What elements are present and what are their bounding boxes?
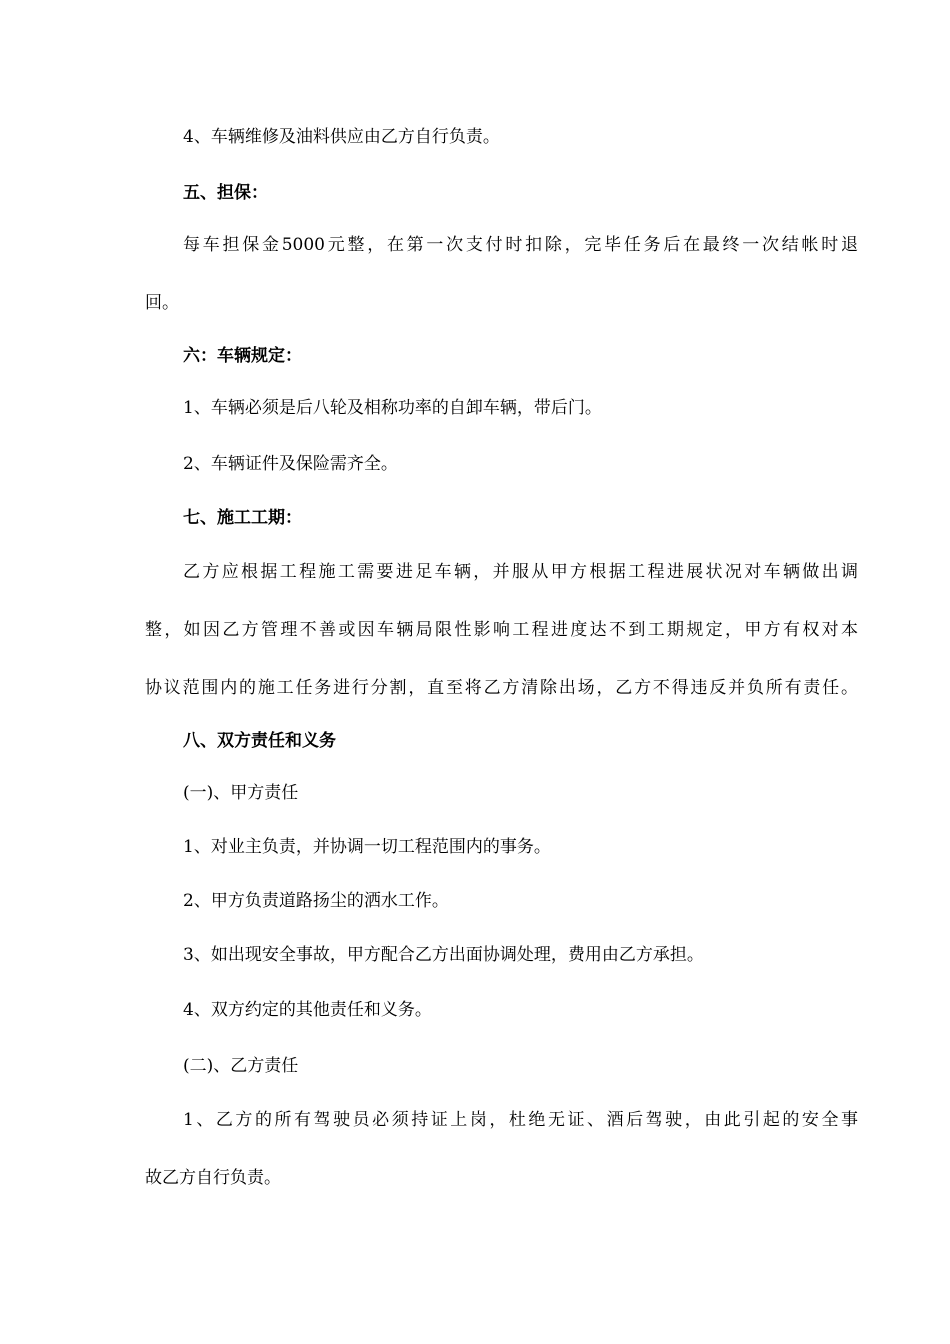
paragraph-line: 2、车辆证件及保险需齐全。 [183, 454, 398, 474]
subsection-heading-party-b: (二)、乙方责任 [183, 1056, 299, 1076]
paragraph-line: 故乙方自行负责。 [145, 1168, 281, 1188]
section-heading-responsibilities: 八、双方责任和义务 [183, 731, 336, 751]
paragraph-line: 1、乙方的所有驾驶员必须持证上岗，杜绝无证、酒后驾驶，由此引起的安全事 [183, 1110, 858, 1130]
paragraph-line: 协议范围内的施工任务进行分割，直至将乙方清除出场，乙方不得违反并负所有责任。 [145, 678, 858, 698]
paragraph-line: 回。 [145, 293, 179, 313]
paragraph-line: 4、双方约定的其他责任和义务。 [183, 1000, 432, 1020]
paragraph-line: 乙方应根据工程施工需要进足车辆，并服从甲方根据工程进展状况对车辆做出调 [183, 562, 858, 582]
paragraph-line: 3、如出现安全事故，甲方配合乙方出面协调处理，费用由乙方承担。 [183, 945, 704, 965]
paragraph-line: 1、车辆必须是后八轮及相称功率的自卸车辆，带后门。 [183, 398, 602, 418]
paragraph-line: 每车担保金5000元整，在第一次支付时扣除，完毕任务后在最终一次结帐时退 [183, 235, 858, 255]
section-heading-schedule: 七、施工工期： [183, 508, 302, 528]
section-heading-vehicle-rules: 六：车辆规定： [183, 346, 302, 366]
paragraph-line: 2、甲方负责道路扬尘的洒水工作。 [183, 891, 449, 911]
paragraph-line: 1、对业主负责，并协调一切工程范围内的事务。 [183, 837, 551, 857]
section-heading-guarantee: 五、担保： [183, 183, 268, 203]
paragraph-line: 4、车辆维修及油料供应由乙方自行负责。 [183, 127, 500, 147]
paragraph-line: 整，如因乙方管理不善或因车辆局限性影响工程进度达不到工期规定，甲方有权对本 [145, 620, 858, 640]
subsection-heading-party-a: (一)、甲方责任 [183, 783, 299, 803]
